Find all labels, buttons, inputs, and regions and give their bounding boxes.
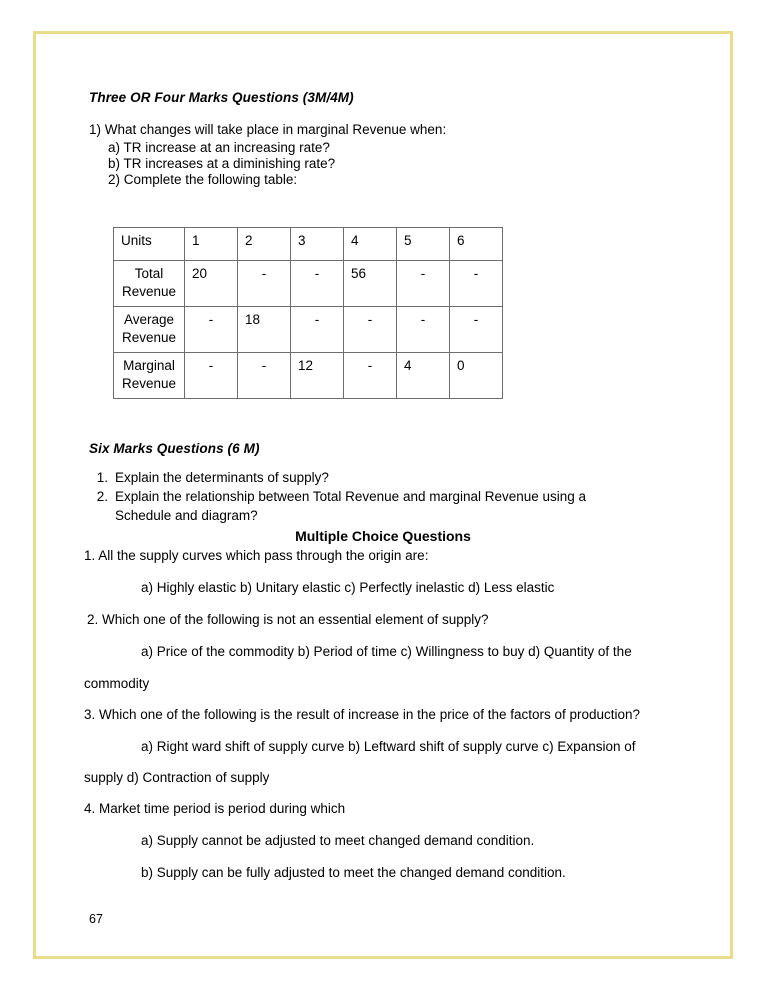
mcq-question-1-stem: 1. All the supply curves which pass through the origin are: — [84, 548, 429, 563]
cell-marginal-revenue-4: - — [344, 353, 397, 399]
table-header-unit-2: 2 — [238, 228, 291, 261]
mcq-question-3-stem: 3. Which one of the following is the result of increase in the price of the factors of production? — [84, 707, 641, 722]
cell-marginal-revenue-6: 0 — [450, 353, 503, 399]
cell-average-revenue-3: - — [291, 307, 344, 353]
table-header-unit-1: 1 — [185, 228, 238, 261]
cell-total-revenue-4: 56 — [344, 261, 397, 307]
row-label-total-revenue: Total Revenue — [114, 261, 185, 307]
list-item — [89, 488, 689, 525]
table-header-unit-6: 6 — [450, 228, 503, 261]
heading-three-or-four-marks: Three OR Four Marks Questions (3M/4M) — [89, 90, 354, 105]
question-1-option-a: a) TR increase at an increasing rate? — [108, 140, 330, 155]
question-1-stem: 1) What changes will take place in marginal Revenue when: — [89, 122, 447, 137]
mcq-question-4-option-b: b) Supply can be fully adjusted to meet the changed demand condition. — [141, 865, 566, 880]
cell-marginal-revenue-2: - — [238, 353, 291, 399]
mcq-question-2-options: a) Price of the commodity b) Period of time c) Willingness to buy d) Quantity of the — [141, 644, 632, 659]
page-content — [33, 31, 733, 959]
list-item-number: 1. — [96, 470, 108, 485]
mcq-question-1-options: a) Highly elastic b) Unitary elastic c) Perfectly inelastic d) Less elastic — [141, 580, 555, 595]
mcq-question-2-stem: 2. Which one of the following is not an essential element of supply? — [87, 612, 489, 627]
mcq-question-3-options: a) Right ward shift of supply curve b) Leftward shift of supply curve c) Expansion of — [141, 739, 636, 754]
list-item-label: Explain the determinants of supply? — [115, 470, 329, 485]
list-item-number: 2. — [96, 489, 108, 505]
cell-average-revenue-1: - — [185, 307, 238, 353]
cell-marginal-revenue-1: - — [185, 353, 238, 399]
cell-marginal-revenue-5: 4 — [397, 353, 450, 399]
table-header-units: Units — [114, 228, 185, 261]
table-header-row — [114, 228, 503, 261]
mcq-question-3-options-continued: supply d) Contraction of supply — [84, 770, 270, 785]
list-item — [89, 469, 689, 487]
cell-marginal-revenue-3: 12 — [291, 353, 344, 399]
list-item-label: Explain the relationship between Total Revenue and marginal Revenue using a Schedule and diagram? — [115, 489, 587, 523]
row-label-average-revenue: Average Revenue — [114, 307, 185, 353]
revenue-table — [113, 227, 503, 399]
table-header-unit-4: 4 — [344, 228, 397, 261]
cell-total-revenue-1: 20 — [185, 261, 238, 307]
mcq-question-2-options-continued: commodity — [84, 676, 150, 691]
page-number: 67 — [89, 912, 103, 926]
question-2-stem: 2) Complete the following table: — [108, 172, 298, 187]
cell-total-revenue-2: - — [238, 261, 291, 307]
question-1-option-b: b) TR increases at a diminishing rate? — [108, 156, 336, 171]
mcq-question-4-stem: 4. Market time period is period during which — [84, 801, 346, 816]
cell-total-revenue-3: - — [291, 261, 344, 307]
six-marks-question-list — [89, 469, 689, 526]
cell-total-revenue-5: - — [397, 261, 450, 307]
cell-total-revenue-6: - — [450, 261, 503, 307]
revenue-table-wrapper — [113, 227, 503, 399]
table-header-unit-3: 3 — [291, 228, 344, 261]
table-header-unit-5: 5 — [397, 228, 450, 261]
cell-average-revenue-6: - — [450, 307, 503, 353]
cell-average-revenue-5: - — [397, 307, 450, 353]
cell-average-revenue-2: 18 — [238, 307, 291, 353]
mcq-question-4-option-a: a) Supply cannot be adjusted to meet changed demand condition. — [141, 833, 535, 848]
heading-multiple-choice-questions: Multiple Choice Questions — [295, 528, 471, 544]
table-row — [114, 353, 503, 399]
table-row — [114, 307, 503, 353]
row-label-marginal-revenue: Marginal Revenue — [114, 353, 185, 399]
cell-average-revenue-4: - — [344, 307, 397, 353]
table-row — [114, 261, 503, 307]
heading-six-marks: Six Marks Questions (6 M) — [89, 441, 260, 456]
